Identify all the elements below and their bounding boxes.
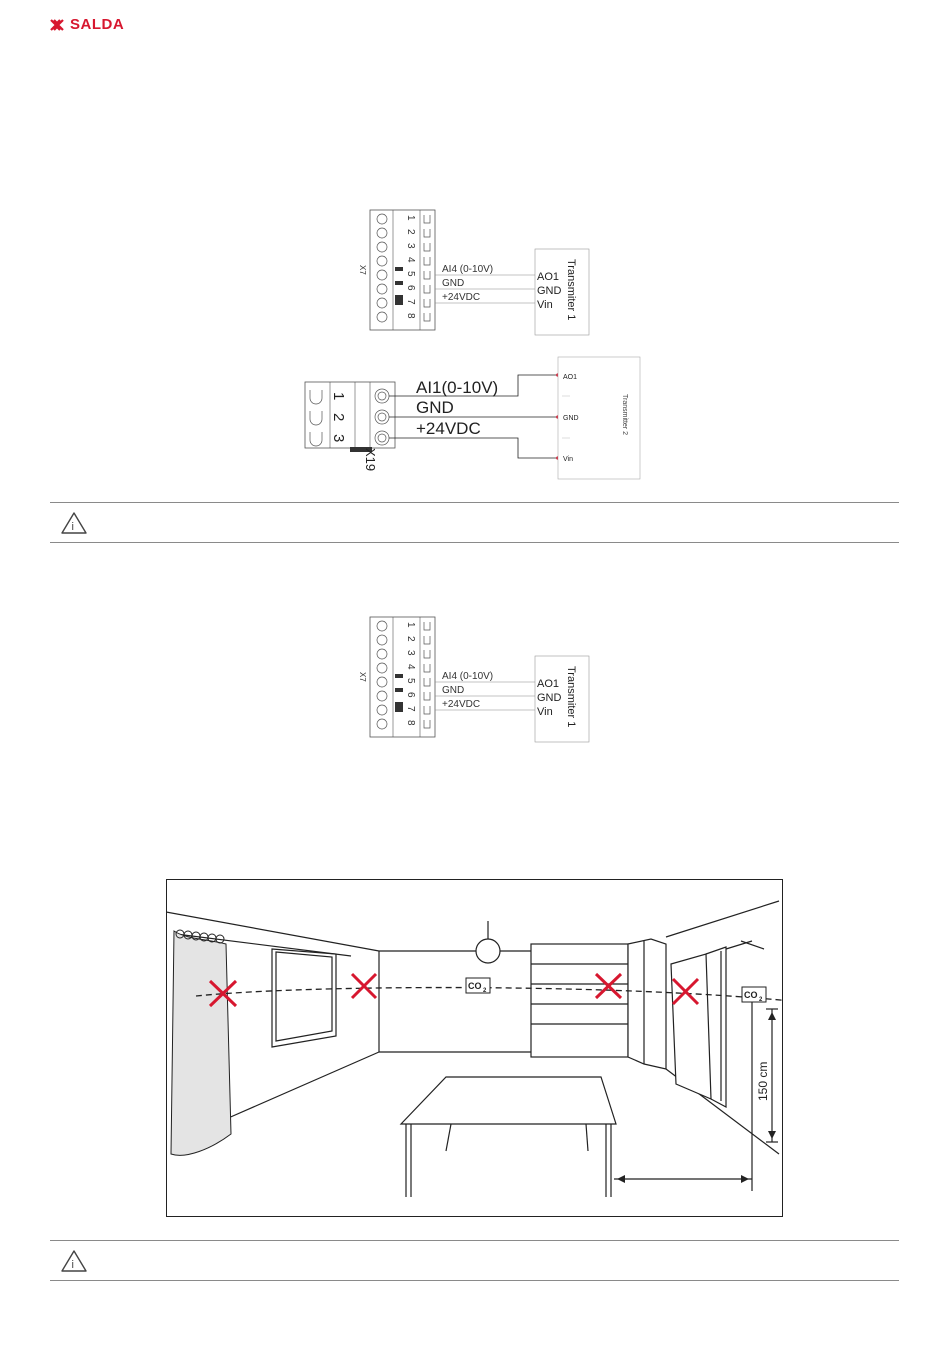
connector-label: X7 xyxy=(358,265,367,275)
transmitter-pin: GND xyxy=(563,415,579,422)
terminal-number: 1 xyxy=(405,622,416,628)
sensor-placement-illustration xyxy=(166,879,784,1219)
transmitter-pin: Vin xyxy=(537,706,553,718)
terminal-number: 2 xyxy=(405,229,416,235)
wiring-diagram-x7-bottom xyxy=(355,612,595,747)
signal-label: AI4 (0-10V) xyxy=(442,264,494,275)
terminal-number: 3 xyxy=(405,650,416,656)
svg-text:i: i xyxy=(71,1259,74,1271)
info-warning-icon xyxy=(60,1249,88,1273)
transmitter-pin: AO1 xyxy=(537,678,560,690)
brand-logo xyxy=(50,16,124,33)
terminal-number: 7 xyxy=(405,299,416,305)
terminal-number: 4 xyxy=(405,257,416,263)
terminal-number: 7 xyxy=(405,706,416,712)
divider xyxy=(50,502,899,503)
terminal-number: 5 xyxy=(405,271,416,277)
signal-label: AI4 (0-10V) xyxy=(442,671,494,682)
wiring-diagram-x7-top xyxy=(355,205,595,340)
divider xyxy=(50,542,899,543)
terminal-number: 6 xyxy=(405,692,416,698)
transmitter-pin: AO1 xyxy=(563,374,578,381)
terminal-number: 2 xyxy=(330,413,347,422)
wiring-diagram-x19 xyxy=(300,352,650,482)
terminal-number: 8 xyxy=(405,313,416,319)
signal-label: +24VDC xyxy=(442,699,481,710)
signal-label: AI1(0-10V) xyxy=(416,378,499,397)
height-dimension-label: 150 cm xyxy=(756,1061,770,1101)
transmitter-name: Transmiter 1 xyxy=(565,666,577,728)
transmitter-pin: AO1 xyxy=(537,271,560,283)
transmitter-pin: Vin xyxy=(537,299,553,311)
transmitter-pin: GND xyxy=(537,285,562,297)
transmitter-pin: Vin xyxy=(563,456,573,463)
signal-label: GND xyxy=(442,685,465,696)
terminal-number: 8 xyxy=(405,720,416,726)
salda-logo-icon xyxy=(50,19,64,31)
terminal-number: 4 xyxy=(405,664,416,670)
terminal-number: 1 xyxy=(330,392,347,401)
terminal-number: 1 xyxy=(405,215,416,221)
brand-name: SALDA xyxy=(70,16,125,33)
transmitter-name: Transmitter 2 xyxy=(621,394,628,435)
svg-text:CO: CO xyxy=(468,981,482,991)
info-warning-icon xyxy=(60,511,88,535)
connector-label: X19 xyxy=(363,448,378,472)
connector-label: X7 xyxy=(358,672,367,682)
terminal-number: 2 xyxy=(405,636,416,642)
svg-text:CO: CO xyxy=(744,990,758,1000)
transmitter-pin: GND xyxy=(537,692,562,704)
co2-sensor-badge xyxy=(742,987,766,1003)
signal-label: GND xyxy=(416,398,454,417)
svg-text:2: 2 xyxy=(759,997,763,1003)
signal-label: +24VDC xyxy=(416,419,481,438)
svg-text:i: i xyxy=(71,521,74,533)
divider xyxy=(50,1280,899,1281)
transmitter-name: Transmiter 1 xyxy=(565,259,577,321)
signal-label: GND xyxy=(442,278,465,289)
signal-label: +24VDC xyxy=(442,292,481,303)
divider xyxy=(50,1240,899,1241)
terminal-number: 6 xyxy=(405,285,416,291)
terminal-number: 5 xyxy=(405,678,416,684)
co2-sensor-badge xyxy=(466,978,490,994)
terminal-number: 3 xyxy=(405,243,416,249)
svg-text:2: 2 xyxy=(483,988,487,994)
terminal-number: 3 xyxy=(330,434,347,443)
